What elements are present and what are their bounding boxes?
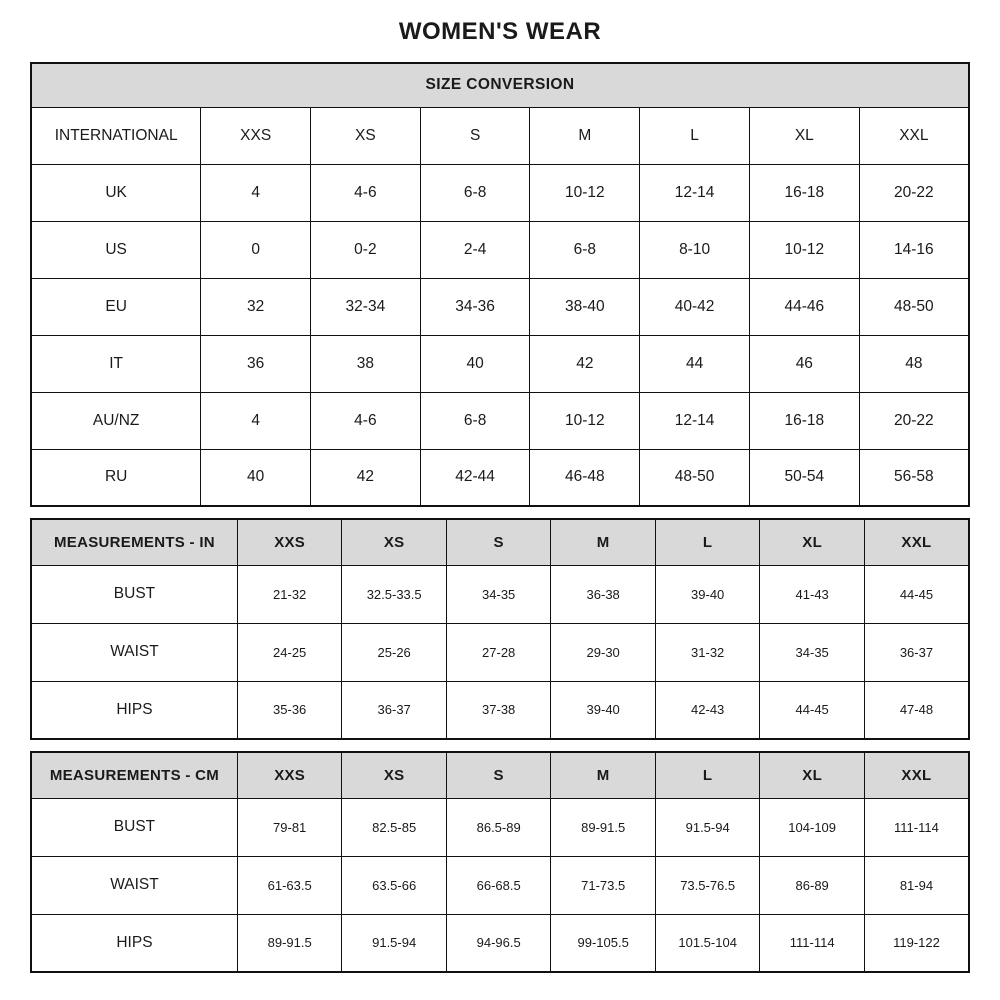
row-label: RU <box>31 449 201 506</box>
table-cell: 50-54 <box>749 449 859 506</box>
table-cell: 27-28 <box>446 623 551 681</box>
table-cell: 4-6 <box>311 392 421 449</box>
table-row <box>31 623 969 681</box>
table-cell: 44 <box>640 335 750 392</box>
row-label: WAIST <box>31 623 237 681</box>
table-cell: 89-91.5 <box>551 798 656 856</box>
column-header: XL <box>760 752 865 798</box>
column-header: XS <box>342 752 447 798</box>
table-cell: 71-73.5 <box>551 856 656 914</box>
size-conversion-body <box>31 107 969 506</box>
table-cell: 38-40 <box>530 278 640 335</box>
table-cell: 42 <box>311 449 421 506</box>
table-cell: 32.5-33.5 <box>342 565 447 623</box>
header-row <box>31 519 969 565</box>
table-row <box>31 335 969 392</box>
column-header: L <box>640 107 750 164</box>
table-cell: 73.5-76.5 <box>655 856 760 914</box>
table-cell: 6-8 <box>530 221 640 278</box>
table-cell: 24-25 <box>237 623 342 681</box>
table-cell: 86-89 <box>760 856 865 914</box>
column-header: XXL <box>864 752 969 798</box>
table-cell: 79-81 <box>237 798 342 856</box>
column-header: M <box>551 519 656 565</box>
table-cell: 16-18 <box>749 392 859 449</box>
column-header: M <box>530 107 640 164</box>
caption-row <box>31 63 969 107</box>
table-cell: 34-36 <box>420 278 530 335</box>
table-cell: 0-2 <box>311 221 421 278</box>
table-cell: 12-14 <box>640 392 750 449</box>
table-cell: 21-32 <box>237 565 342 623</box>
column-header: XXL <box>864 519 969 565</box>
table-row <box>31 798 969 856</box>
table-row <box>31 221 969 278</box>
column-header: XXS <box>237 752 342 798</box>
table-cell: 32 <box>201 278 311 335</box>
table-cell: 36 <box>201 335 311 392</box>
header-row <box>31 107 969 164</box>
table-cell: 63.5-66 <box>342 856 447 914</box>
table-cell: 48-50 <box>640 449 750 506</box>
measurements-cm-body <box>31 752 969 972</box>
row-header-label: MEASUREMENTS - IN <box>31 519 237 565</box>
table-cell: 34-35 <box>760 623 865 681</box>
table-cell: 111-114 <box>760 914 865 972</box>
table-cell: 41-43 <box>760 565 865 623</box>
table-cell: 44-45 <box>864 565 969 623</box>
column-header: S <box>446 752 551 798</box>
table-cell: 44-46 <box>749 278 859 335</box>
table-row <box>31 449 969 506</box>
table-cell: 91.5-94 <box>342 914 447 972</box>
table-cell: 20-22 <box>859 392 969 449</box>
table-cell: 99-105.5 <box>551 914 656 972</box>
table-cell: 10-12 <box>749 221 859 278</box>
page-title: WOMEN'S WEAR <box>398 18 602 45</box>
row-label: WAIST <box>31 856 237 914</box>
column-header: XL <box>760 519 865 565</box>
table-row <box>31 565 969 623</box>
table-row <box>31 164 969 221</box>
table-cell: 25-26 <box>342 623 447 681</box>
table-row <box>31 856 969 914</box>
row-label: BUST <box>31 798 237 856</box>
size-conversion-heading: SIZE CONVERSION <box>31 63 969 107</box>
header-row <box>31 752 969 798</box>
row-label: HIPS <box>31 681 237 739</box>
table-row <box>31 914 969 972</box>
size-conversion-caption-row <box>31 63 969 107</box>
table-cell: 94-96.5 <box>446 914 551 972</box>
table-cell: 56-58 <box>859 449 969 506</box>
row-label: UK <box>31 164 201 221</box>
table-cell: 36-37 <box>864 623 969 681</box>
table-cell: 42-44 <box>420 449 530 506</box>
column-header: S <box>420 107 530 164</box>
table-cell: 36-38 <box>551 565 656 623</box>
column-header: XXL <box>859 107 969 164</box>
table-cell: 39-40 <box>655 565 760 623</box>
table-cell: 38 <box>311 335 421 392</box>
table-cell: 12-14 <box>640 164 750 221</box>
table-cell: 10-12 <box>530 392 640 449</box>
table-cell: 0 <box>201 221 311 278</box>
row-label: HIPS <box>31 914 237 972</box>
column-header: XS <box>342 519 447 565</box>
table-cell: 4 <box>201 392 311 449</box>
table-cell: 111-114 <box>864 798 969 856</box>
column-header: XXS <box>201 107 311 164</box>
row-label: EU <box>31 278 201 335</box>
table-cell: 86.5-89 <box>446 798 551 856</box>
table-cell: 46 <box>749 335 859 392</box>
measurements-cm-table <box>30 751 970 973</box>
table-cell: 104-109 <box>760 798 865 856</box>
table-cell: 61-63.5 <box>237 856 342 914</box>
table-row <box>31 681 969 739</box>
table-row <box>31 278 969 335</box>
table-cell: 35-36 <box>237 681 342 739</box>
table-cell: 29-30 <box>551 623 656 681</box>
table-cell: 10-12 <box>530 164 640 221</box>
column-header: XXS <box>237 519 342 565</box>
row-label: IT <box>31 335 201 392</box>
table-cell: 4 <box>201 164 311 221</box>
column-header: M <box>551 752 656 798</box>
table-cell: 40 <box>201 449 311 506</box>
row-label: AU/NZ <box>31 392 201 449</box>
table-cell: 20-22 <box>859 164 969 221</box>
table-cell: 6-8 <box>420 164 530 221</box>
table-cell: 34-35 <box>446 565 551 623</box>
table-cell: 66-68.5 <box>446 856 551 914</box>
column-header: L <box>655 752 760 798</box>
table-cell: 81-94 <box>864 856 969 914</box>
table-cell: 36-37 <box>342 681 447 739</box>
table-cell: 6-8 <box>420 392 530 449</box>
table-cell: 31-32 <box>655 623 760 681</box>
table-cell: 4-6 <box>311 164 421 221</box>
table-cell: 47-48 <box>864 681 969 739</box>
table-cell: 40 <box>420 335 530 392</box>
table-cell: 40-42 <box>640 278 750 335</box>
column-header: S <box>446 519 551 565</box>
table-cell: 46-48 <box>530 449 640 506</box>
size-conversion-table <box>30 62 970 507</box>
table-cell: 119-122 <box>864 914 969 972</box>
table-cell: 89-91.5 <box>237 914 342 972</box>
row-label: BUST <box>31 565 237 623</box>
measurements-in-body <box>31 519 969 739</box>
row-header-label: INTERNATIONAL <box>31 107 201 164</box>
table-row <box>31 392 969 449</box>
table-cell: 8-10 <box>640 221 750 278</box>
table-cell: 42 <box>530 335 640 392</box>
table-cell: 37-38 <box>446 681 551 739</box>
table-cell: 48-50 <box>859 278 969 335</box>
table-cell: 2-4 <box>420 221 530 278</box>
table-cell: 14-16 <box>859 221 969 278</box>
column-header: XS <box>311 107 421 164</box>
table-cell: 39-40 <box>551 681 656 739</box>
column-header: L <box>655 519 760 565</box>
table-cell: 44-45 <box>760 681 865 739</box>
column-header: XL <box>749 107 859 164</box>
row-label: US <box>31 221 201 278</box>
table-cell: 82.5-85 <box>342 798 447 856</box>
table-cell: 32-34 <box>311 278 421 335</box>
table-cell: 101.5-104 <box>655 914 760 972</box>
table-cell: 48 <box>859 335 969 392</box>
table-cell: 42-43 <box>655 681 760 739</box>
table-cell: 16-18 <box>749 164 859 221</box>
table-cell: 91.5-94 <box>655 798 760 856</box>
row-header-label: MEASUREMENTS - CM <box>31 752 237 798</box>
measurements-in-table <box>30 518 970 740</box>
